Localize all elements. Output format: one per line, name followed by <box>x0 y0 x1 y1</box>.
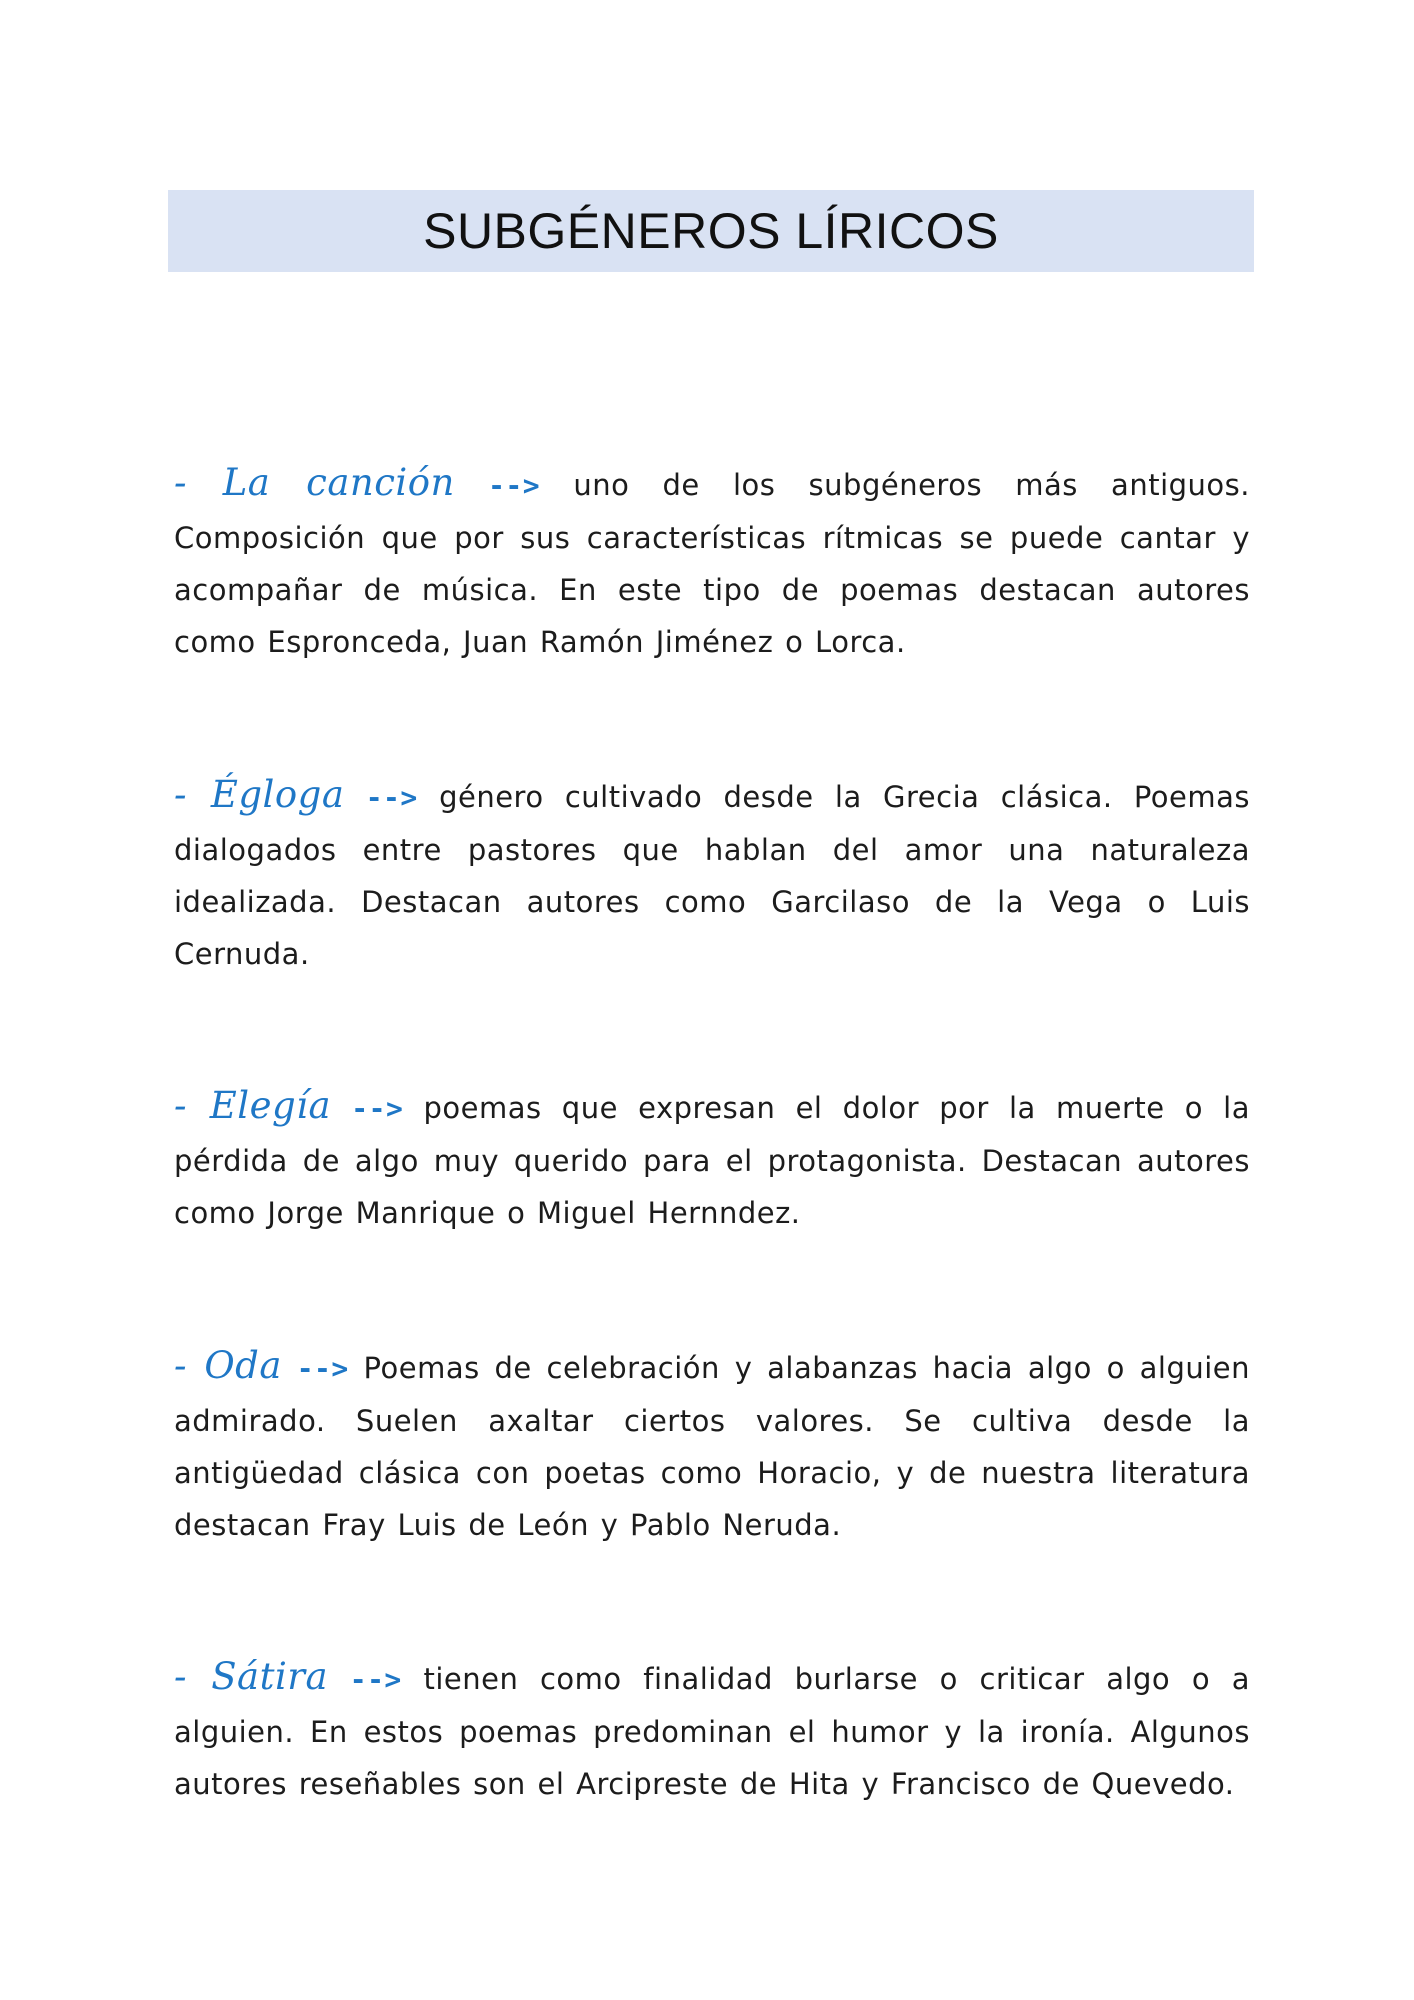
page-title: SUBGÉNEROS LÍRICOS <box>423 203 999 259</box>
entry-text: uno de los subgéneros más antiguos. Composición que por sus características rítmicas se puede cantar y acompañar de música. En este tipo de poemas destacan autores como Espronceda, Juan Ramón Jiménez o Lorca. <box>174 468 1250 659</box>
entry-satira <box>174 1651 1250 1810</box>
entry-term: - Elegía <box>174 1084 332 1127</box>
arrow-icon: --> <box>351 1092 404 1125</box>
entry-text: Poemas de celebración y alabanzas hacia algo o alguien admirado. Suelen axaltar ciertos valores. Se cultiva desde la antigüedad clásica con poetas como Horacio, y de nuestra literatura destacan Fray Luis de León y Pablo Neruda. <box>174 1351 1251 1542</box>
entry-term: - Sátira <box>174 1655 329 1698</box>
entry-la-cancion <box>174 457 1250 668</box>
entry-term: - Oda <box>174 1344 282 1387</box>
entry-text: poemas que expresan el dolor por la muerte o la pérdida de algo muy querido para el protagonista. Destacan autores como Jorge Manrique o Miguel Hernndez. <box>174 1091 1251 1230</box>
entry-elegia <box>174 1080 1250 1239</box>
arrow-icon: --> <box>349 1663 402 1696</box>
entry-term: - La canción <box>174 461 455 504</box>
title-banner <box>168 190 1254 272</box>
arrow-icon: --> <box>365 781 418 814</box>
entry-term: - Égloga <box>174 773 345 816</box>
entry-oda <box>174 1340 1250 1551</box>
entry-text: tienen como finalidad burlarse o criticar algo o a alguien. En estos poemas predominan el humor y la ironía. Algunos autores reseñables son el Arcipreste de Hita y Francisco de Quevedo. <box>174 1662 1250 1801</box>
entry-egloga <box>174 769 1250 980</box>
entry-text: género cultivado desde la Grecia clásica. Poemas dialogados entre pastores que hablan del amor una naturaleza idealizada. Destacan autores como Garcilaso de la Vega o Luis Cernuda. <box>174 780 1251 971</box>
arrow-icon: --> <box>296 1352 349 1385</box>
arrow-icon: --> <box>488 469 541 502</box>
